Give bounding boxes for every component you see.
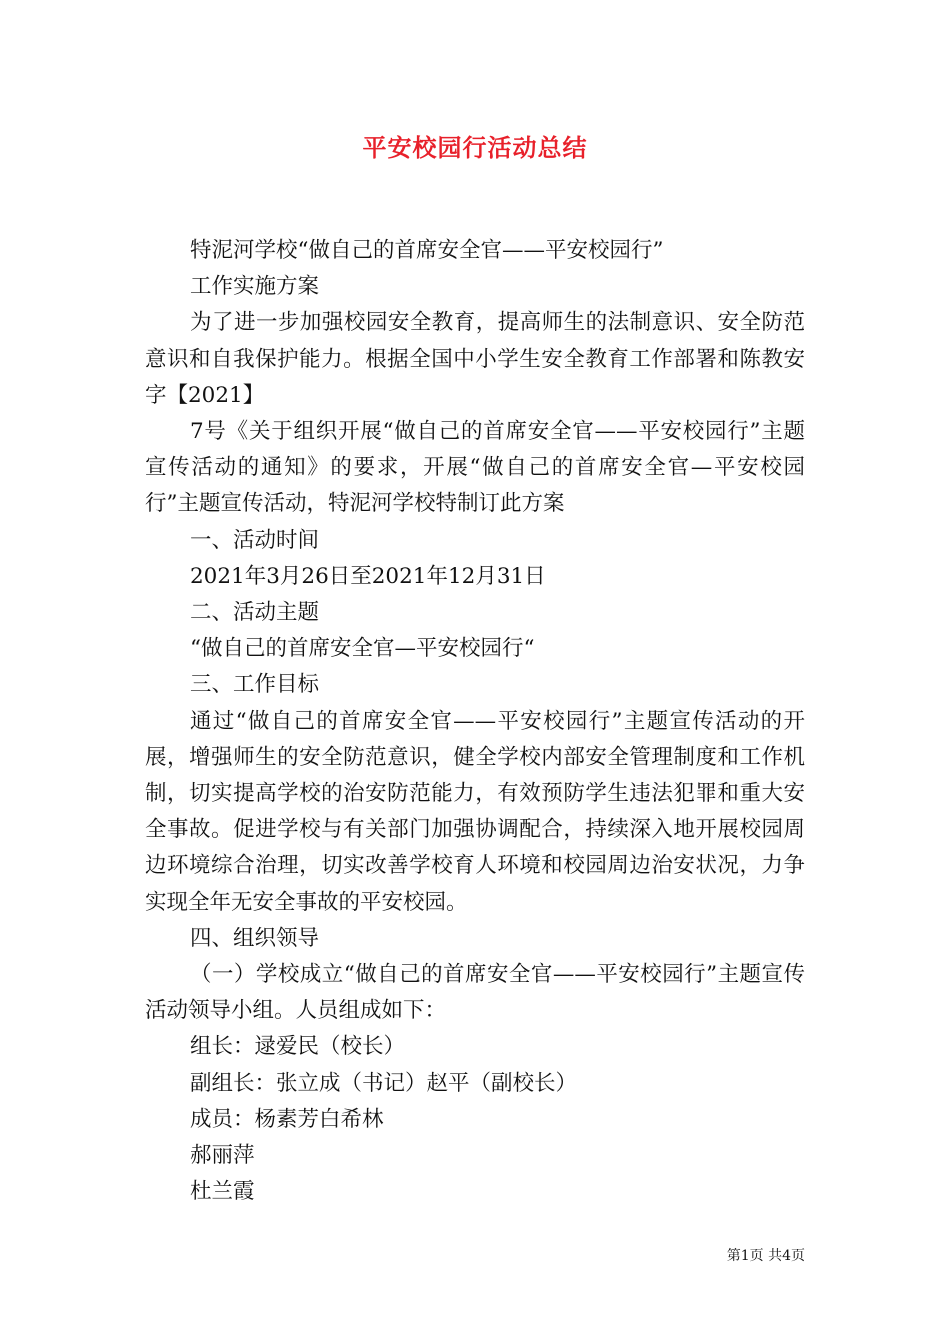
paragraph-work-goals: 通过“做自己的首席安全官——平安校园行”主题宣传活动的开展，增强师生的安全防范意识，健全学校内部安全管理制度和工作机制，切实提高学校的治安防范能力，有效预防学生违法犯罪和重大安全事故。促进学校与有关部门加强协调配合，持续深入地开展校园周边环境综合治理，切实改善学校育人环境和校园周边治安状况，力争实现全年无安全事故的平安校园。 — [145, 708, 805, 915]
page-number: 第1页 共4页 — [726, 1248, 805, 1264]
paragraph-member-name: 杜兰霞 — [190, 1179, 255, 1205]
paragraph-group-leader: 组长：逯爱民（校长） — [190, 1034, 406, 1060]
section-heading-work-goals: 三、工作目标 — [190, 672, 320, 698]
section-heading-leadership: 四、组织领导 — [190, 925, 320, 951]
paragraph-intro: 为了进一步加强校园安全教育，提高师生的法制意识、安全防范意识和自我保护能力。根据全国中小学生安全教育工作部署和陈教安字【2021】 — [145, 310, 805, 408]
paragraph-school-heading: 特泥河学校“做自己的首席安全官——平安校园行” — [190, 238, 664, 263]
paragraph-leadership-group: （一）学校成立“做自己的首席安全官——平安校园行”主题宣传活动领导小组。人员组成如下： — [145, 962, 805, 1024]
paragraph-members: 成员：杨素芳白希林 — [190, 1106, 384, 1132]
paragraph-deputy-leader: 副组长：张立成（书记）赵平（副校长） — [190, 1070, 578, 1096]
document-body — [145, 233, 805, 1210]
section-heading-activity-theme: 二、活动主题 — [190, 600, 320, 626]
paragraph-notice: 7号《关于组织开展“做自己的首席安全官——平安校园行”主题宣传活动的通知》的要求，开展“做自己的首席安全官—平安校园行”主题宣传活动，特泥河学校特制订此方案 — [145, 419, 805, 517]
section-heading-activity-time: 一、活动时间 — [190, 527, 320, 553]
paragraph-activity-theme: “做自己的首席安全官—平安校园行“ — [190, 636, 535, 662]
paragraph-member-name: 郝丽萍 — [190, 1143, 255, 1169]
page-title: 平安校园行活动总结 — [362, 133, 588, 162]
paragraph-plan-title: 工作实施方案 — [190, 274, 320, 300]
paragraph-activity-dates: 2021年3月26日至2021年12月31日 — [190, 563, 546, 589]
